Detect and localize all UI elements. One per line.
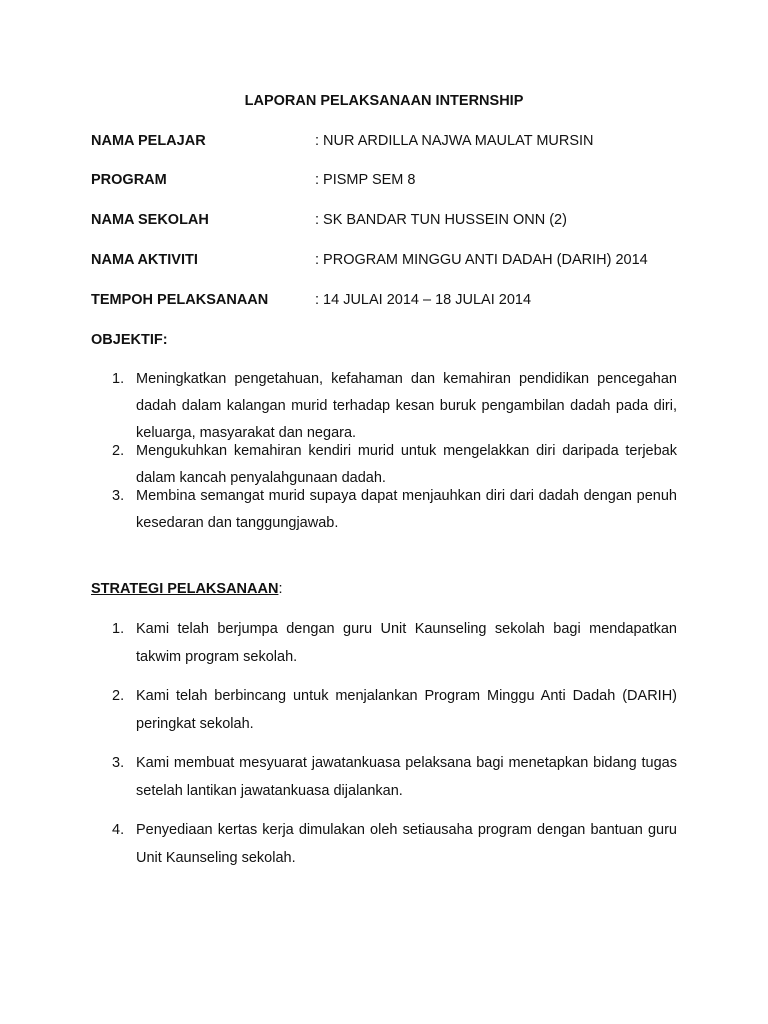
field-program: [91, 172, 691, 192]
strategi-heading-colon: :: [278, 581, 283, 597]
list-item: [91, 749, 677, 805]
item-text: Kami telah berjumpa dengan guru Unit Kaunseling sekolah bagi mendapatkan takwim program sekolah.: [136, 621, 677, 665]
item-text: Meningkatkan pengetahuan, kefahaman dan kemahiran pendidikan pencegahan dadah dalam kalangan murid terhadap kesan buruk pengambilan dadah pada diri, keluarga, masyarakat dan negara.: [136, 371, 677, 441]
strategi-list: [91, 615, 677, 883]
item-number: 3.: [112, 755, 125, 771]
item-number: 2.: [112, 688, 125, 704]
field-value: : NUR ARDILLA NAJWA MAULAT MURSIN: [315, 133, 594, 149]
field-label: TEMPOH PELAKSANAAN: [91, 292, 269, 308]
objektif-list: [91, 366, 677, 531]
field-value: : 14 JULAI 2014 – 18 JULAI 2014: [315, 292, 532, 308]
list-item: [91, 483, 677, 537]
list-item: [91, 366, 677, 447]
field-label: NAMA SEKOLAH: [91, 212, 209, 228]
item-text: Kami telah berbincang untuk menjalankan Program Minggu Anti Dadah (DARIH) peringkat sekolah.: [136, 688, 677, 732]
item-text: Membina semangat murid supaya dapat menjauhkan diri dari dadah dengan penuh kesedaran dan tanggungjawab.: [136, 488, 677, 531]
list-item: [91, 816, 677, 872]
field-nama-sekolah: [91, 212, 691, 232]
item-number: 4.: [112, 822, 125, 838]
item-text: Kami membuat mesyuarat jawatankuasa pelaksana bagi menetapkan bidang tugas setelah lantikan jawatankuasa dijalankan.: [136, 755, 677, 799]
item-number: 1.: [112, 621, 125, 637]
field-label: NAMA AKTIVITI: [91, 252, 198, 268]
field-nama-aktiviti: [91, 252, 691, 272]
strategi-heading: [91, 581, 282, 597]
field-value: : PROGRAM MINGGU ANTI DADAH (DARIH) 2014: [315, 252, 648, 268]
field-label: PROGRAM: [91, 172, 167, 188]
objektif-heading: OBJEKTIF:: [91, 332, 168, 348]
list-item: [91, 615, 677, 671]
field-label: NAMA PELAJAR: [91, 133, 206, 149]
item-number: 1.: [112, 371, 125, 387]
field-value: : SK BANDAR TUN HUSSEIN ONN (2): [315, 212, 567, 228]
item-number: 2.: [112, 443, 125, 459]
field-nama-pelajar: [91, 133, 691, 153]
document-title: LAPORAN PELAKSANAAN INTERNSHIP: [244, 93, 524, 109]
field-tempoh-pelaksanaan: [91, 292, 691, 312]
list-item: [91, 682, 677, 738]
item-text: Mengukuhkan kemahiran kendiri murid untuk mengelakkan diri daripada terjebak dalam kancah penyalahgunaan dadah.: [136, 443, 677, 486]
field-value: : PISMP SEM 8: [315, 172, 416, 188]
item-number: 3.: [112, 488, 125, 504]
item-text: Penyediaan kertas kerja dimulakan oleh setiausaha program dengan bantuan guru Unit Kaunseling sekolah.: [136, 822, 677, 866]
strategi-heading-text: STRATEGI PELAKSANAAN: [91, 581, 279, 597]
